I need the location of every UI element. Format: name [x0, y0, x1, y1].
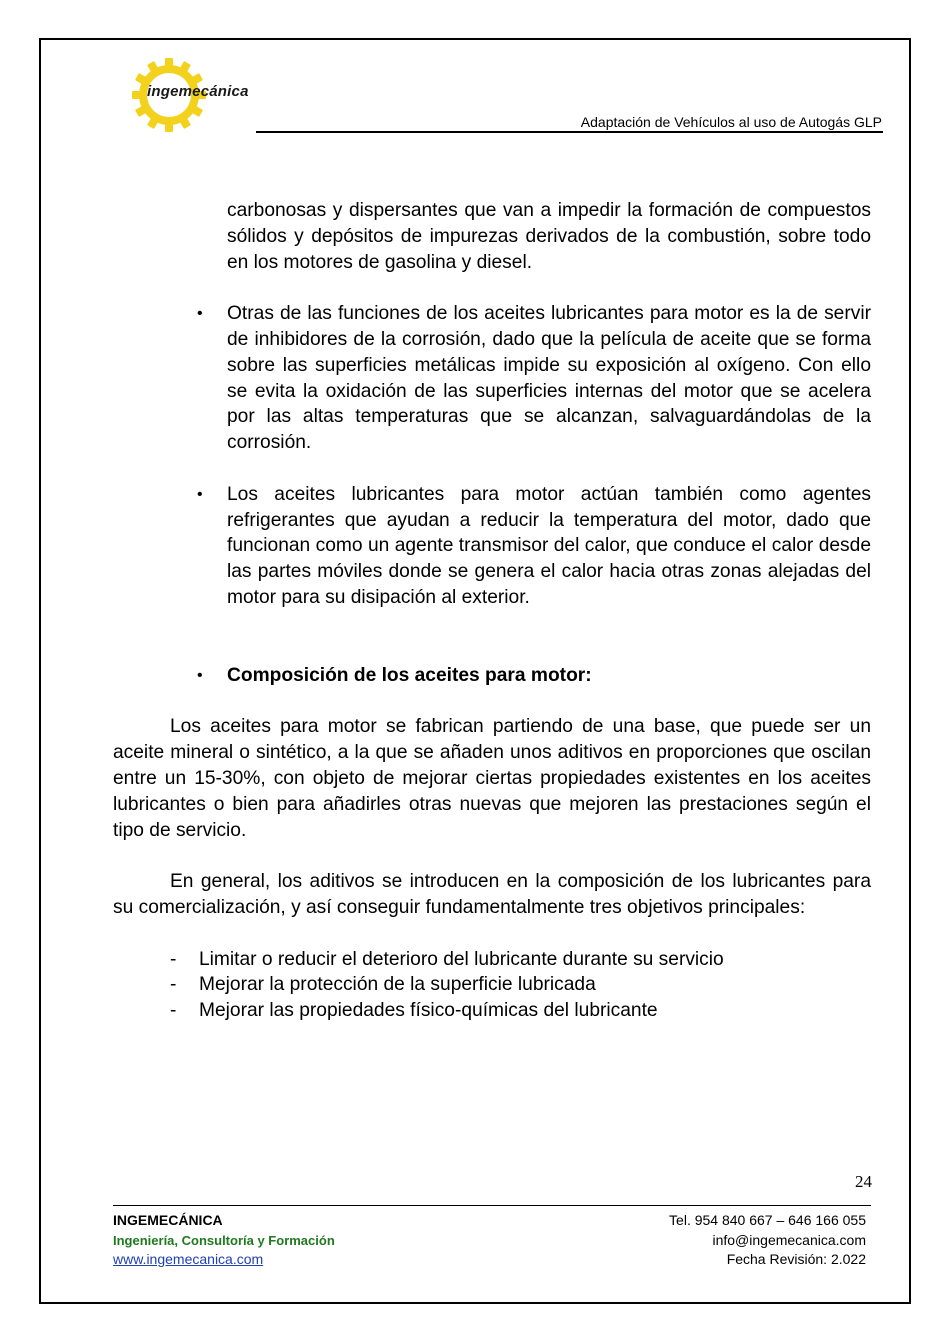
body-paragraph: Los aceites para motor se fabrican partiendo de una base, que puede ser un aceite mineral o sintético, a la que se añaden unos aditivos en proporciones que oscilan entre un 15-30%, con objeto de mejorar ciertas propiedades existentes en los aceites lubricantes o bien para añadirles otras nuevas que mejoren las prestaciones según el tipo de servicio.: [113, 716, 871, 841]
footer-phone: Tel. 954 840 667 – 646 166 055: [669, 1212, 866, 1228]
list-item-text: Mejorar la protección de la superficie lubricada: [199, 974, 596, 996]
list-item-text: Limitar o reducir el deterioro del lubricante durante su servicio: [199, 948, 724, 970]
bullet-text: Otras de las funciones de los aceites lubricantes para motor es la de servir de inhibidores de la corrosión, dado que la película de aceite que se forma sobre las superficies metálicas impide su exposición al oxígeno. Con ello se evita la oxidación de las superficies internas del motor que se acelera por las altas temperaturas que se alcanzan, salvaguardándolas de la corrosión.: [227, 303, 871, 454]
bullet-icon: •: [197, 305, 203, 323]
dash-marker: -: [170, 948, 177, 970]
page-content: [113, 198, 871, 1024]
bullet-item: [197, 482, 871, 611]
page-number: 24: [855, 1172, 872, 1191]
bullet-item: [197, 301, 871, 456]
footer-website-link[interactable]: www.ingemecanica.com: [113, 1251, 264, 1267]
dash-marker: -: [170, 1000, 177, 1022]
footer-company: INGEMECÁNICA: [113, 1212, 223, 1228]
list-item: [170, 998, 871, 1024]
section-heading: Composición de los aceites para motor:: [227, 664, 592, 686]
header-divider: [256, 131, 883, 133]
document-title: Adaptación de Vehículos al uso de Autogás GLP: [580, 114, 882, 130]
footer-revision: Fecha Revisión: 2.022: [726, 1251, 866, 1267]
continued-paragraph: carbonosas y dispersantes que van a impedir la formación de compuestos sólidos y depósitos de impurezas derivados de la combustión, sobre todo en los motores de gasolina y diesel.: [227, 200, 871, 273]
list-item: [170, 947, 871, 973]
footer-right: [669, 1211, 866, 1270]
footer-divider: [113, 1205, 871, 1206]
dash-marker: -: [170, 974, 177, 996]
objectives-list: [170, 947, 871, 1024]
logo-wordmark: ingemecánica: [147, 83, 249, 100]
footer-email: info@ingemecanica.com: [712, 1231, 866, 1248]
company-logo: [131, 57, 261, 129]
body-paragraph: En general, los aditivos se introducen en la composición de los lubricantes para su comercialización, y así conseguir fundamentalmente tres objetivos principales:: [113, 871, 871, 918]
list-item-text: Mejorar las propiedades físico-químicas del lubricante: [199, 1000, 658, 1022]
section-heading-item: [197, 663, 871, 689]
list-item: [170, 972, 871, 998]
bullet-icon: •: [197, 485, 203, 503]
bullet-icon: •: [197, 666, 203, 684]
bullet-text: Los aceites lubricantes para motor actúan también como agentes refrigerantes que ayudan a reducir la temperatura del motor, dado que funcionan como un agente transmisor del calor, que conduce el calor desde las partes móviles donde se genera el calor hacia otras zonas alejadas del motor para su disipación al exterior.: [227, 483, 871, 608]
footer-left: [113, 1211, 335, 1270]
footer-tagline: Ingeniería, Consultoría y Formación: [113, 1232, 335, 1248]
